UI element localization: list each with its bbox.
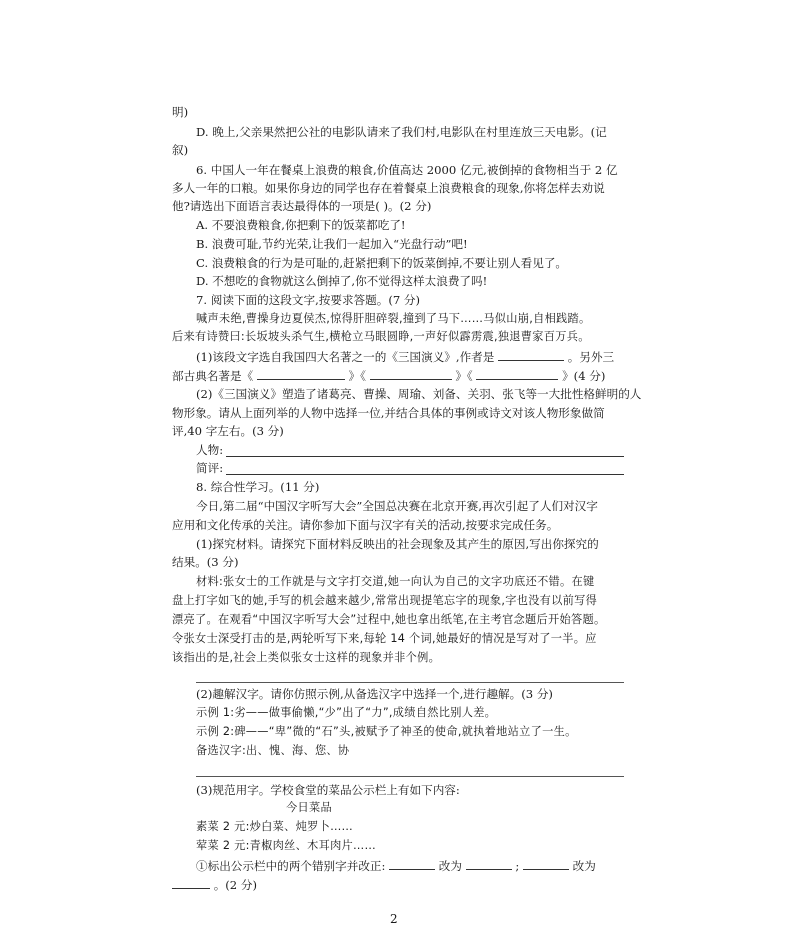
q8-1-line: (1)探究材料。请探究下面材料反映出的社会现象及其产生的原因,写出你探究的: [196, 537, 599, 551]
q8-3-1-text5: 。(2 分): [213, 878, 257, 892]
menu-line: 素菜 2 元:炒白菜、炖罗卜……: [196, 820, 354, 833]
q7-1-text3: 部古典名著是《: [172, 369, 254, 383]
q8-line: 今日,第二届“中国汉字听写大会”全国总决赛在北京开赛,再次引起了人们对汉字: [196, 499, 598, 513]
option-d-q5: D. 晚上,父亲果然把公社的电影队请来了我们村,电影队在村里连放三天电影。(记: [196, 125, 607, 139]
q7-1-text5: 》《: [455, 369, 473, 383]
classic-blank-1[interactable]: [257, 367, 345, 380]
question-8: 8. 综合性学习。(11 分): [196, 480, 320, 494]
example-1: 示例 1:劣——做事偷懒,“少”出了“力”,成绩自然比别人差。: [196, 706, 497, 719]
q8-3-line: (3)规范用字。学校食堂的菜品公示栏上有如下内容:: [196, 783, 460, 797]
correct-char-blank-1[interactable]: [466, 857, 512, 870]
material-line: 材料:张女士的工作就是与文字打交道,她一向认为自己的文字功底还不错。在键: [196, 575, 595, 588]
q7-2-line: 物形象。请从上面列举的人物中选择一位,并结合具体的事例或诗文对该人物形象做简: [172, 406, 605, 420]
person-label: 人物:: [196, 443, 224, 457]
q7-1-text2: 。另外三: [567, 350, 615, 364]
q7-1-line: [196, 348, 614, 365]
person-answer-line[interactable]: [226, 456, 624, 457]
menu-line: 荤菜 2 元:青椒肉丝、木耳肉片……: [196, 839, 377, 852]
correct-char-blank-2[interactable]: [172, 876, 210, 889]
option-c: C. 浪费粮食的行为是可耻的,赶紧把剩下的饭菜倒掉,不要让别人看见了。: [196, 256, 568, 270]
q8-1-line: 结果。(3 分): [172, 555, 239, 569]
question-7: 7. 阅读下面的这段文字,按要求答题。(7 分): [196, 293, 421, 307]
answer-line-2[interactable]: [196, 776, 624, 777]
q8-3-1-text4: 改为: [572, 859, 596, 873]
q8-3-1-text3: ;: [515, 859, 520, 873]
wrong-char-blank-1[interactable]: [389, 857, 435, 870]
option-a: A. 不要浪费粮食,你把剩下的饭菜都吃了!: [196, 218, 406, 232]
q7-1-line2: [172, 367, 605, 384]
q8-3-1-text2: 改为: [438, 859, 462, 873]
option-b: B. 浪费可耻,节约光荣,让我们一起加入“光盘行动”吧!: [196, 237, 468, 251]
question-6: 6. 中国人一年在餐桌上浪费的粮食,价值高达 2000 亿元,被倒掉的食物相当于 2 亿: [196, 163, 618, 177]
q8-2-line: (2)趣解汉字。请你仿照示例,从备选汉字中选择一个,进行趣解。(3 分): [196, 687, 553, 701]
text-line: 他?请选出下面语言表达最得体的一项是( )。(2 分): [172, 199, 432, 213]
review-answer-line[interactable]: [226, 474, 624, 475]
menu-title: 今日菜品: [286, 801, 332, 814]
material-line: 令张女士深受打击的是,两轮听写下来,每轮 14 个词,她最好的情况是写对了一半。应: [172, 632, 597, 645]
candidate-chars: 备选汉字:出、愧、海、您、协: [196, 744, 350, 757]
q7-2-line: 评,40 字左右。(3 分): [172, 424, 284, 438]
answer-line-1[interactable]: [196, 682, 624, 683]
passage-line: 喊声未绝,曹操身边夏侯杰,惊得肝胆碎裂,撞到了马下……马似山崩,自相践踏。: [196, 312, 591, 325]
text-line: 明): [172, 105, 189, 119]
q7-1-text6: 》(4 分): [562, 369, 606, 383]
q8-3-1-line2: [172, 876, 257, 893]
passage-line: 后来有诗赞曰:长坂坡头杀气生,横枪立马眼圆睁,一声好似霹雳震,独退曹家百万兵。: [172, 330, 590, 343]
author-blank[interactable]: [498, 348, 564, 361]
review-label: 简评:: [196, 461, 224, 475]
q7-1-text4: 》《: [348, 369, 366, 383]
q8-line: 应用和文化传承的关注。请你参加下面与汉字有关的活动,按要求完成任务。: [172, 518, 559, 532]
material-line: 漂亮了。在观看“中国汉字听写大会”过程中,她也拿出纸笔,在主考官念题后开始答题。: [172, 613, 606, 626]
text-line: 叙): [172, 143, 189, 157]
q8-3-1-line: [196, 857, 596, 874]
example-2: 示例 2:碑——“卑”微的“石”头,被赋予了神圣的使命,就执着地站立了一生。: [196, 725, 577, 738]
text-line: 多人一年的口粮。如果你身边的同学也存在着餐桌上浪费粮食的现象,你将怎样去劝说: [172, 181, 605, 195]
q7-2-line: (2)《三国演义》塑造了诸葛亮、曹操、周瑜、刘备、关羽、张飞等一大批性格鲜明的人: [196, 387, 642, 401]
page-number: 2: [390, 912, 398, 926]
classic-blank-2[interactable]: [370, 367, 452, 380]
material-line: 盘上打字如飞的她,手写的机会越来越少,常常出现提笔忘字的现象,字也没有以前写得: [172, 594, 598, 607]
option-d: D. 不想吃的食物就这么倒掉了,你不觉得这样太浪费了吗!: [196, 274, 488, 288]
q8-3-1-text: ①标出公示栏中的两个错别字并改正:: [196, 859, 386, 873]
classic-blank-3[interactable]: [476, 367, 558, 380]
wrong-char-blank-2[interactable]: [523, 857, 569, 870]
material-line: 该指出的是,社会上类似张女士这样的现象并非个例。: [172, 651, 441, 664]
q7-1-text: (1)该段文字选自我国四大名著之一的《三国演义》,作者是: [196, 350, 495, 364]
